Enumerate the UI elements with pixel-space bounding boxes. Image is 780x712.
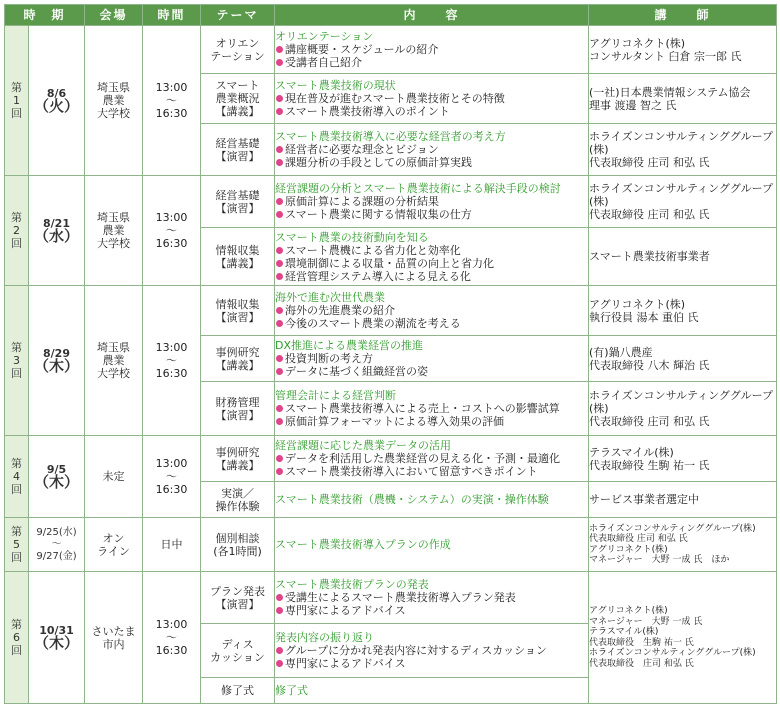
session-number xyxy=(5,26,29,176)
session-time: 13:00 〜 16:30 xyxy=(143,436,201,518)
theme-cell: 事例研究 【講義】 xyxy=(201,336,275,382)
content-bullet: 原価計算フォーマットによる導入効果の評価 xyxy=(275,415,588,428)
session-number-char: 回 xyxy=(11,367,22,380)
session-venue: 埼玉県 農業 大学校 xyxy=(85,26,143,176)
session-number-char: 回 xyxy=(11,551,22,564)
session-number-char: 2 xyxy=(13,224,20,237)
session-row xyxy=(5,176,777,228)
content-title: オリエンテーション xyxy=(275,30,374,43)
session-weekday: （木） xyxy=(34,634,80,652)
lecturer-cell: ホライズンコンサルティンググループ(株) 代表取締役 庄司 和弘 氏 xyxy=(589,124,777,176)
session-time: 13:00 〜 16:30 xyxy=(143,286,201,436)
content-bullet: 環境制御による収量・品質の向上と省力化 xyxy=(275,257,588,270)
session-weekday: （木） xyxy=(34,473,80,491)
session-weekday: （木） xyxy=(34,357,80,375)
session-venue: 埼玉県 農業 大学校 xyxy=(85,286,143,436)
content-title: スマート農業技術プランの発表 xyxy=(275,578,429,591)
content-cell xyxy=(275,26,589,74)
content-title: 発表内容の振り返り xyxy=(275,631,375,644)
theme-cell: 実演／ 操作体験 xyxy=(201,482,275,518)
lecturer-cell: (有)鍋八農産 代表取締役 八木 輝治 氏 xyxy=(589,336,777,382)
header-lecturer: 講 師 xyxy=(589,5,777,26)
theme-cell: スマート 農業概況 【講義】 xyxy=(201,74,275,124)
session-date: 9/5 （木） xyxy=(29,436,85,518)
content-bullet: 課題分析の手段としての原価計算実践 xyxy=(275,156,588,169)
session-number xyxy=(5,436,29,518)
session-venue: オン ライン xyxy=(85,518,143,572)
session-number-char: 3 xyxy=(13,354,20,367)
theme-cell: 経営基礎 【演習】 xyxy=(201,176,275,228)
session-number-char: 第 xyxy=(11,457,22,470)
content-title: 経営課題に応じた農業データの活用 xyxy=(275,439,452,452)
session-number-char: 5 xyxy=(13,538,20,551)
lecturer-cell: ホライズンコンサルティンググループ(株) 代表取締役 庄司 和弘 氏 xyxy=(589,382,777,436)
session-number-char: 回 xyxy=(11,644,22,657)
content-cell xyxy=(275,228,589,286)
session-number-char: 1 xyxy=(13,94,20,107)
session-row xyxy=(5,572,777,624)
header-content: 内 容 xyxy=(275,5,589,26)
session-number-char: 第 xyxy=(11,525,22,538)
theme-cell: プラン発表 【演習】 xyxy=(201,572,275,624)
content-cell xyxy=(275,74,589,124)
session-number-char: 回 xyxy=(11,483,22,496)
content-cell xyxy=(275,436,589,482)
session-number-char: 6 xyxy=(13,631,20,644)
content-bullet: 現在普及が進むスマート農業技術とその特徴 xyxy=(275,92,588,105)
content-bullet: 経営者に必要な理念とビジョン xyxy=(275,143,588,156)
content-bullet: 今後のスマート農業の潮流を考える xyxy=(275,317,588,330)
content-bullet: スマート農業技術導入において留意すべきポイント xyxy=(275,465,588,478)
session-row xyxy=(5,436,777,482)
content-cell xyxy=(275,124,589,176)
lecturer-cell: アグリコネクト(株) 執行役員 湯本 重伯 氏 xyxy=(589,286,777,336)
header-time: 時間 xyxy=(143,5,201,26)
content-bullet: データに基づく組織経営の姿 xyxy=(275,365,588,378)
session-number xyxy=(5,572,29,704)
content-bullet: スマート農業に関する情報収集の仕方 xyxy=(275,208,588,221)
session-number-char: 第 xyxy=(11,81,22,94)
content-cell xyxy=(275,678,589,704)
session-number-char: 4 xyxy=(13,470,20,483)
content-title: スマート農業技術の現状 xyxy=(275,79,396,92)
session-venue: さいたま 市内 xyxy=(85,572,143,704)
content-title: 修了式 xyxy=(275,684,309,697)
content-bullet: データを利活用した農業経営の見える化・予測・最適化 xyxy=(275,452,588,465)
lecturer-cell: サービス事業者選定中 xyxy=(589,482,777,518)
theme-cell: 経営基礎 【演習】 xyxy=(201,124,275,176)
session-number-char: 回 xyxy=(11,237,22,250)
content-bullet: 原価計算による課題の分析結果 xyxy=(275,195,588,208)
content-cell xyxy=(275,572,589,624)
theme-cell: ディス カッション xyxy=(201,624,275,678)
session-number-char: 第 xyxy=(11,341,22,354)
content-bullet: 投資判断の考え方 xyxy=(275,352,588,365)
content-title: スマート農業の技術動向を知る xyxy=(275,230,429,244)
content-cell xyxy=(275,336,589,382)
content-title: DX推進による農業経営の推進 xyxy=(275,339,424,352)
header-theme: テーマ xyxy=(201,5,275,26)
session-date: 8/6 （火） xyxy=(29,26,85,176)
content-bullet: グループに分かれ発表内容に対するディスカッション xyxy=(275,644,588,657)
content-bullet: 講座概要・スケジュールの紹介 xyxy=(275,43,588,56)
session-weekday: （水） xyxy=(34,227,80,245)
session-date: 10/31 （木） xyxy=(29,572,85,704)
session-time: 13:00 〜 16:30 xyxy=(143,26,201,176)
content-cell xyxy=(275,176,589,228)
session-number xyxy=(5,286,29,436)
session-row xyxy=(5,26,777,74)
theme-cell: 情報収集 【講義】 xyxy=(201,228,275,286)
content-bullet: スマート農機による省力化と効率化 xyxy=(275,244,588,257)
session-time: 日中 xyxy=(143,518,201,572)
content-title: 管理会計による経営判断 xyxy=(275,389,397,402)
session-number-char: 回 xyxy=(11,107,22,120)
lecturer-cell: アグリコネクト(株) コンサルタント 臼倉 宗一郎 氏 xyxy=(589,26,777,74)
content-title: スマート農業技術導入プランの作成 xyxy=(275,538,451,551)
content-cell xyxy=(275,482,589,518)
theme-cell: オリエン テーション xyxy=(201,26,275,74)
session-date: 8/21 （水） xyxy=(29,176,85,286)
content-title: 海外で進む次世代農業 xyxy=(275,291,386,304)
lecturer-cell: スマート農業技術事業者 xyxy=(589,228,777,286)
header-period: 時 期 xyxy=(5,5,85,26)
session-number-char: 第 xyxy=(11,618,22,631)
theme-cell: 情報収集 【演習】 xyxy=(201,286,275,336)
lecturer-cell: ホライズンコンサルティンググループ(株) 代表取締役 庄司 和弘 氏 アグリコネクト(株) マネージャー 大野 一成 氏 ほか xyxy=(589,518,777,572)
theme-cell: 個別相談 (各1時間) xyxy=(201,518,275,572)
session-time: 13:00 〜 16:30 xyxy=(143,176,201,286)
content-cell xyxy=(275,624,589,678)
header-row xyxy=(5,5,777,26)
content-bullet: 専門家によるアドバイス xyxy=(275,604,588,617)
schedule-table xyxy=(4,4,777,704)
content-title: スマート農業技術導入に必要な経営者の考え方 xyxy=(275,130,506,143)
session-time: 13:00 〜 16:30 xyxy=(143,572,201,704)
theme-cell: 財務管理 【演習】 xyxy=(201,382,275,436)
theme-cell: 修了式 xyxy=(201,678,275,704)
lecturer-cell: アグリコネクト(株) マネージャー 大野 一成 氏 テラスマイル(株) 代表取締役 生駒 祐一 氏 ホライズンコンサルティンググループ(株) 代表取締役 庄司 和弘 氏 xyxy=(589,572,777,704)
session-weekday: （火） xyxy=(34,97,80,115)
content-bullet: 海外の先進農業の紹介 xyxy=(275,304,588,317)
content-cell xyxy=(275,286,589,336)
session-date: 9/25(水) 〜 9/27(金) xyxy=(29,518,85,572)
session-venue: 未定 xyxy=(85,436,143,518)
content-title: 経営課題の分析とスマート農業技術による解決手段の検討 xyxy=(275,182,561,195)
content-bullet: 受講生によるスマート農業技術導入プラン発表 xyxy=(275,591,588,604)
content-bullet: 専門家によるアドバイス xyxy=(275,657,588,670)
session-number xyxy=(5,518,29,572)
session-row xyxy=(5,518,777,572)
session-number xyxy=(5,176,29,286)
lecturer-cell: ホライズンコンサルティンググループ(株) 代表取締役 庄司 和弘 氏 xyxy=(589,176,777,228)
header-venue: 会場 xyxy=(85,5,143,26)
content-bullet: 受講者自己紹介 xyxy=(275,56,588,69)
content-title: スマート農業技術（農機・システム）の実演・操作体験 xyxy=(275,493,549,506)
content-bullet: スマート農業技術導入による売上・コストへの影響試算 xyxy=(275,402,588,415)
content-bullet: 経営管理システム導入による見える化 xyxy=(275,270,588,283)
session-date: 8/29 （木） xyxy=(29,286,85,436)
content-cell xyxy=(275,382,589,436)
session-row xyxy=(5,286,777,336)
session-venue: 埼玉県 農業 大学校 xyxy=(85,176,143,286)
content-cell xyxy=(275,518,589,572)
content-bullet: スマート農業技術導入のポイント xyxy=(275,105,588,118)
theme-cell: 事例研究 【講義】 xyxy=(201,436,275,482)
session-number-char: 第 xyxy=(11,211,22,224)
lecturer-cell: テラスマイル(株) 代表取締役 生駒 祐一 氏 xyxy=(589,436,777,482)
lecturer-cell: (一社)日本農業情報システム協会 理事 渡邊 智之 氏 xyxy=(589,74,777,124)
